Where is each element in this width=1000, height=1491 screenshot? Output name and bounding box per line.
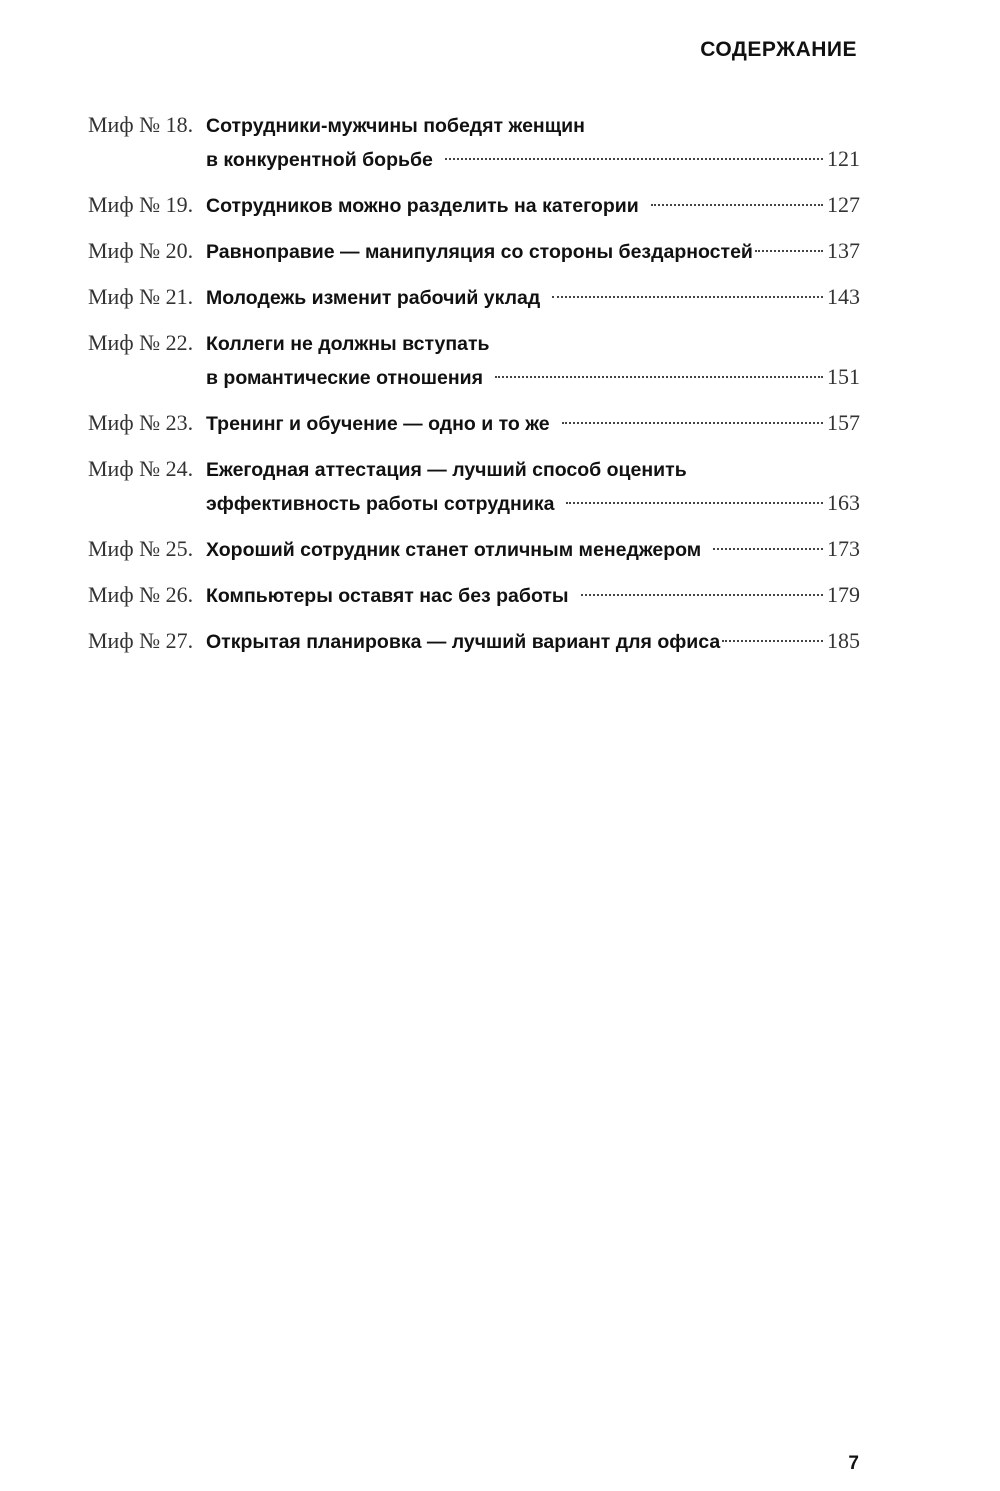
toc-entry-title: Коллеги не должны вступать	[206, 333, 490, 355]
toc-entry-myth-19[interactable]	[88, 188, 860, 222]
toc-entry-title-continued: в романтические отношения	[206, 367, 483, 389]
toc-entry-label: Миф № 27.	[88, 628, 194, 653]
toc-entry-label: Миф № 25.	[88, 536, 194, 561]
toc-entry-title: Компьютеры оставят нас без работы	[206, 585, 569, 607]
toc-entry-page: 185	[827, 628, 860, 653]
dot-leader	[562, 421, 823, 424]
dot-leader	[566, 501, 823, 504]
dot-leader	[651, 203, 823, 206]
toc-entry-label: Миф № 19.	[88, 192, 194, 217]
toc-entry-title: Хороший сотрудник станет отличным менеджером	[206, 539, 702, 561]
toc-entry-myth-18[interactable]	[88, 108, 860, 176]
toc-entry-myth-22[interactable]	[88, 326, 860, 394]
toc-entry-title: Сотрудников можно разделить на категории	[206, 195, 639, 217]
toc-entry-myth-25[interactable]	[88, 532, 860, 566]
dot-leader	[581, 593, 823, 596]
toc-entry-page: 137	[827, 238, 860, 263]
toc-entry-title-continued: эффективность работы сотрудника	[206, 493, 555, 515]
toc-entry-page: 173	[827, 536, 860, 561]
toc-entry-myth-26[interactable]	[88, 578, 860, 612]
toc-entry-myth-21[interactable]	[88, 280, 860, 314]
toc-entry-title-continued: в конкурентной борьбе	[206, 149, 433, 171]
toc-entry-page: 151	[827, 364, 860, 389]
toc-entry-label: Миф № 18.	[88, 112, 194, 137]
page-number: 7	[848, 1453, 859, 1474]
dot-leader	[445, 157, 823, 160]
dot-leader	[495, 375, 823, 378]
toc-entry-myth-27[interactable]	[88, 624, 860, 658]
toc-entry-myth-24[interactable]	[88, 452, 860, 520]
toc-entry-title: Молодежь изменит рабочий уклад	[206, 287, 541, 309]
toc-entry-title: Сотрудники-мужчины победят женщин	[206, 115, 585, 137]
toc-entry-label: Миф № 26.	[88, 582, 194, 607]
toc-entry-page: 143	[827, 284, 860, 309]
toc-entry-page: 127	[827, 192, 860, 217]
toc-entry-myth-20[interactable]	[88, 234, 860, 268]
toc-entry-label: Миф № 24.	[88, 456, 194, 481]
toc-entry-title: Открытая планировка — лучший вариант для офиса	[206, 631, 721, 653]
toc-entry-label: Миф № 23.	[88, 410, 194, 435]
dot-leader	[713, 547, 823, 550]
toc-entry-title: Равноправие — манипуляция со стороны бездарностей	[206, 241, 753, 263]
toc-entry-title: Ежегодная аттестация — лучший способ оценить	[206, 459, 687, 481]
table-of-contents	[88, 108, 860, 670]
toc-entry-label: Миф № 22.	[88, 330, 194, 355]
running-header: СОДЕРЖАНИЕ	[700, 38, 857, 61]
toc-entry-page: 163	[827, 490, 860, 515]
toc-entry-page: 179	[827, 582, 860, 607]
toc-entry-page: 157	[827, 410, 860, 435]
toc-entry-myth-23[interactable]	[88, 406, 860, 440]
toc-entry-title: Тренинг и обучение — одно и то же	[206, 413, 550, 435]
dot-leader	[755, 249, 823, 252]
toc-entry-page: 121	[827, 146, 860, 171]
dot-leader	[722, 639, 823, 642]
dot-leader	[552, 295, 823, 298]
toc-entry-label: Миф № 21.	[88, 284, 194, 309]
toc-entry-label: Миф № 20.	[88, 238, 194, 263]
